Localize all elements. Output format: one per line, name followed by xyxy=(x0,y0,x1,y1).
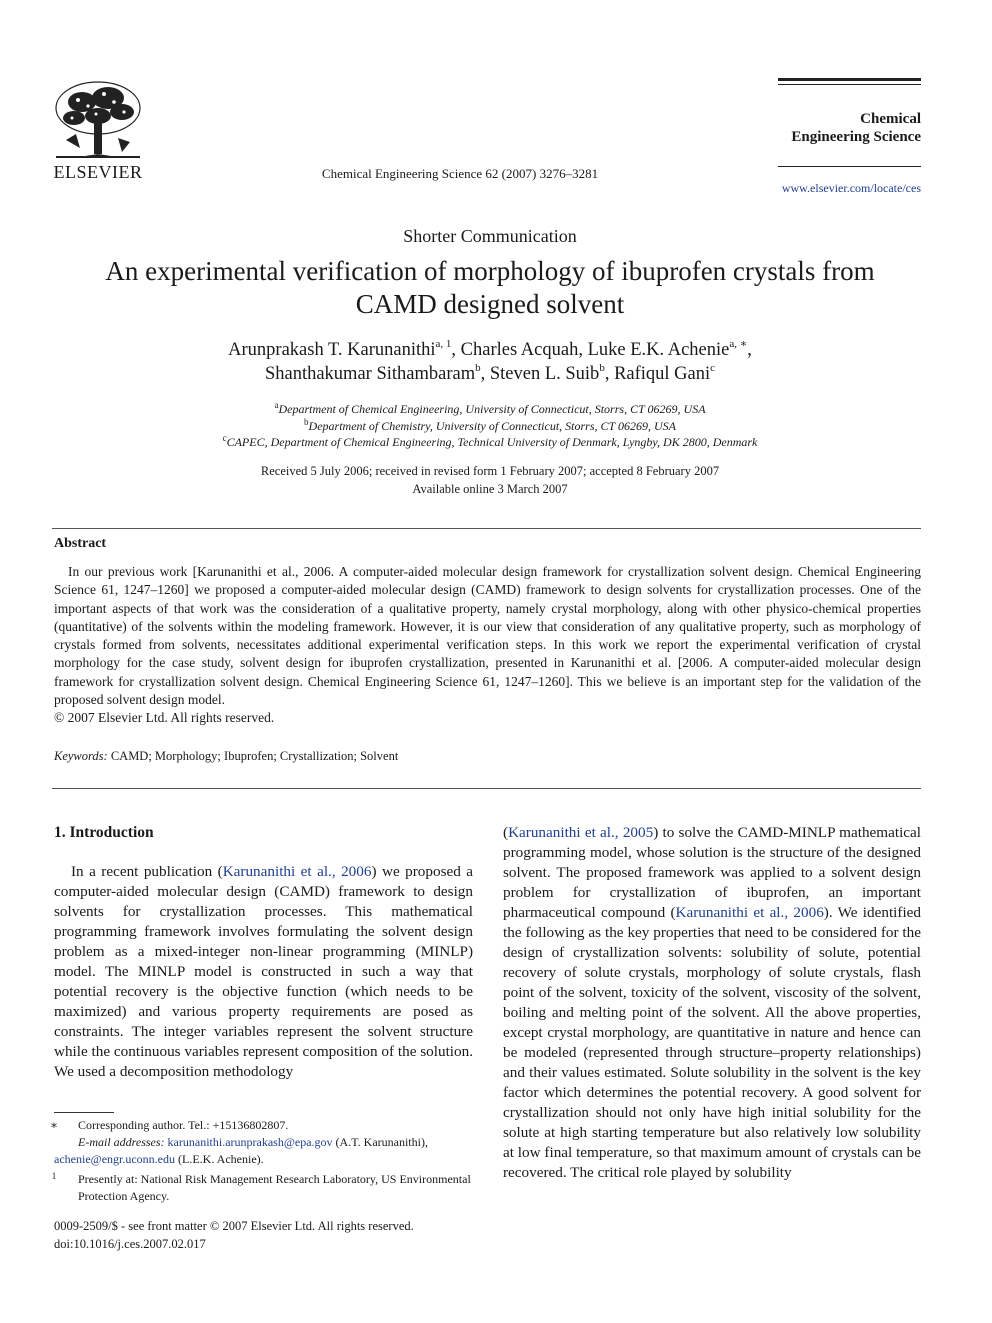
author-name: Charles Acquah xyxy=(460,340,579,360)
section-type: Shorter Communication xyxy=(403,226,577,246)
affiliation-list xyxy=(60,401,920,451)
abstract-copyright: © 2007 Elsevier Ltd. All rights reserved. xyxy=(54,710,275,725)
author-affil-mark: b xyxy=(475,362,481,374)
author-name: Luke E.K. Achenie xyxy=(587,340,730,360)
author-separator: , xyxy=(747,340,752,360)
footnote-rule xyxy=(54,1112,114,1113)
author-separator: , xyxy=(604,364,615,384)
footnote-mark: 1 xyxy=(51,1171,57,1181)
author-list xyxy=(60,338,920,386)
body-text: ). We identified the following as the key properties that need to be considered for the design of crystallization solvents: solubility of solute, potential recovery of solute crystals, morphology of solute crystals, flash point of the solvent, toxicity of the solvent, viscosity of the solvent, boiling and melting point of the solvent. All the above properties, except crystal morphology, are quantitative in nature and hence can be modeled (represented through structure–property relationships) and their values estimated. Solute solubility in the solvent is the key factor which determines the potential recovery. A good solvent for crystallization should not only have high initial solubility for the solute at high starting temperature but also relatively low solubility at low final temperature, so that maximum amount of crystals can be recovered. The critical role played by solubility xyxy=(503,904,922,1181)
section-heading-introduction: 1. Introduction xyxy=(54,824,154,841)
journal-url-link[interactable]: www.elsevier.com/locate/ces xyxy=(781,181,921,195)
author-name: Rafiqul Gani xyxy=(614,364,711,384)
footnote-present-address xyxy=(51,1168,473,1205)
keywords-list: CAMD; Morphology; Ibuprofen; Crystallization; Solvent xyxy=(110,749,399,763)
author-separator: , xyxy=(480,364,490,384)
front-matter xyxy=(54,1217,473,1253)
body-text: In a recent publication ( xyxy=(71,863,223,880)
citation-link[interactable]: Karunanithi et al., 2005 xyxy=(508,824,654,841)
footnote-text: Presently at: National Risk Management Research Laboratory, US Environmental Protection Agency. xyxy=(78,1172,471,1203)
keywords-label: Keywords: xyxy=(54,749,108,763)
abstract-bottom-rule xyxy=(52,788,921,789)
affiliation-text: CAPEC, Department of Chemical Engineering, Technical University of Denmark, Lyngby, DK 2800, Denmark xyxy=(226,435,758,449)
footnotes xyxy=(49,1117,473,1205)
body-text: ( xyxy=(503,824,509,841)
body-column-left xyxy=(54,862,473,1082)
author-affil-mark: c xyxy=(710,362,716,374)
journal-citation: Chemical Engineering Science 62 (2007) 3276–3281 xyxy=(321,166,599,181)
body-text: ) we proposed a computer-aided molecular design (CAMD) framework to design solvents for crystallization processes. This mathematical programming framework involves formulating the solvent design problem as a mixed-integer non-linear programming (MINLP) model. The MINLP model is constructed in such a way that potential recovery is the objective function (which needs to be maximized) and various property requirements are posed as constraints. The integer variables represent the solvent structure while the continuous variables represent composition of the solution. We used a decomposition methodology xyxy=(54,863,474,1080)
email-link[interactable]: karunanithi.arunprakash@epa.gov xyxy=(167,1135,333,1149)
header-rule xyxy=(778,78,921,81)
email-owner: (A.T. Karunanithi), xyxy=(332,1135,428,1149)
email-owner: (L.E.K. Achenie). xyxy=(175,1152,264,1166)
email-label: E-mail addresses: xyxy=(78,1135,165,1149)
journal-brand-line1: Chemical xyxy=(860,111,921,127)
affiliation-mark: b xyxy=(304,416,309,427)
journal-brand xyxy=(778,110,921,146)
author-line-1 xyxy=(60,338,920,362)
issn-line: 0009-2509/$ - see front matter © 2007 Elsevier Ltd. All rights reserved. xyxy=(54,1219,414,1233)
footnote-text: Corresponding author. Tel.: +15136802807. xyxy=(78,1118,289,1132)
footnote-emails-cont xyxy=(54,1151,473,1168)
header-rule xyxy=(778,166,921,167)
author-affil-mark: a, 1 xyxy=(435,338,452,350)
email-link[interactable]: achenie@engr.uconn.edu xyxy=(54,1152,176,1166)
abstract-body: In our previous work [Karunanithi et al., 2006. A computer-aided molecular design framework for crystallization solvent design. Chemical Engineering Science 61, 1247–1260] we proposed a computer-aided molecular design (CAMD) framework to design solvents for crystallization processes. One of the important aspects of that work was the consideration of a qualitative property, namely crystal morphology, along with other physico-chemical properties (quantitative) of the solvents within the modeling framework. However, it is our view that consideration of any qualitative property, such as morphology of crystals formed from solvents, necessitates additional experimental verification steps. In this work we report the experimental verification of crystal morphology for the case study, solvent design for ibuprofen crystallization, presented in Karunanithi et al. [2006. A computer-aided molecular design framework for crystallization solvent design. Chemical Engineering Science 61, 1247–1260]. This we believe is an important step for the validation of the proposed solvent design model. xyxy=(54,564,921,708)
doi-line: doi:10.1016/j.ces.2007.02.017 xyxy=(54,1237,206,1251)
received-dates: Received 5 July 2006; received in revised form 1 February 2007; accepted 8 February 2007 xyxy=(260,464,720,478)
author-separator: , xyxy=(578,340,588,360)
article-title-line2: CAMD designed solvent xyxy=(355,289,625,319)
affiliation-c xyxy=(60,434,920,451)
keywords xyxy=(54,749,921,764)
citation-link[interactable]: Karunanithi et al., 2006 xyxy=(222,863,372,880)
affiliation-mark: a xyxy=(274,400,279,410)
affiliation-a xyxy=(60,401,920,418)
author-name: Steven L. Suib xyxy=(489,364,600,384)
body-text: ) to solve the CAMD-MINLP mathematical programming model, whose solution is the structure of the designed solvent. The proposed framework was applied to a solvent design problem for crystallization of ibuprofen, an important pharmaceutical compound ( xyxy=(503,824,921,921)
available-online: Available online 3 March 2007 xyxy=(412,482,568,496)
publisher-name: ELSEVIER xyxy=(53,162,143,182)
author-affil-mark: b xyxy=(599,362,605,374)
author-separator: , xyxy=(451,340,461,360)
citation-link[interactable]: Karunanithi et al., 2006 xyxy=(675,904,824,921)
article-title-line1: An experimental verification of morphology of ibuprofen crystals from xyxy=(105,256,875,286)
footnote-emails xyxy=(54,1134,473,1151)
header-rule xyxy=(778,84,921,85)
affiliation-text: Department of Chemistry, University of Connecticut, Storrs, CT 06269, USA xyxy=(308,418,676,433)
author-affil-mark: a, ∗ xyxy=(729,338,748,350)
author-name: Arunprakash T. Karunanithi xyxy=(228,340,436,360)
article-dates xyxy=(60,462,920,498)
affiliation-mark: c xyxy=(222,433,227,443)
author-name: Shanthakumar Sithambaram xyxy=(264,364,476,384)
body-column-right xyxy=(503,823,921,1183)
abstract-heading: Abstract xyxy=(54,536,107,551)
affiliation-text: Department of Chemical Engineering, University of Connecticut, Storrs, CT 06269, USA xyxy=(278,402,706,416)
affiliation-b xyxy=(60,418,920,435)
footnote-mark: ∗ xyxy=(49,1118,59,1132)
journal-brand-line2: Engineering Science xyxy=(791,129,921,145)
author-line-2 xyxy=(60,362,920,386)
abstract-top-rule xyxy=(52,528,921,529)
footnote-corresponding xyxy=(49,1117,473,1134)
article-title xyxy=(60,255,920,321)
